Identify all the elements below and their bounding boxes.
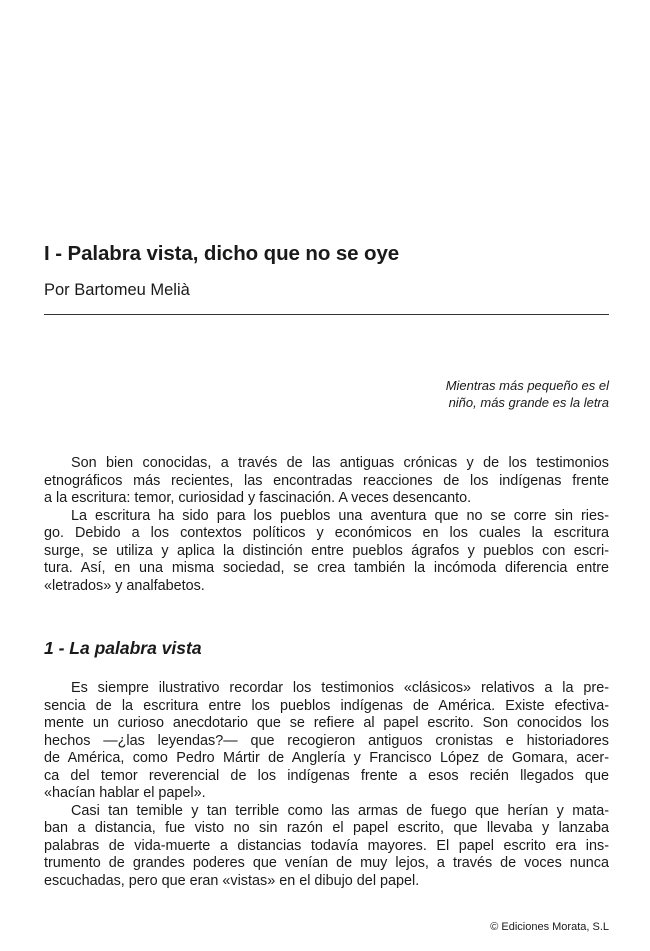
document-page bbox=[44, 0, 609, 951]
section-heading: 1 - La palabra vista bbox=[44, 638, 202, 658]
text-line: trumento de grandes poderes que venían de muy lejos, a través de voces nunca bbox=[44, 855, 609, 871]
text-line: «hacían hablar el papel». bbox=[44, 785, 206, 801]
text-line: Es siempre ilustrativo recordar los testimonios «clásicos» relativos a la pre- bbox=[71, 680, 609, 696]
intro-paragraph-2 bbox=[44, 508, 609, 596]
text-line: tura. Así, en una misma sociedad, se crea también la incómoda diferencia entre bbox=[44, 560, 609, 576]
epigraph-line: Mientras más pequeño es el bbox=[445, 378, 609, 393]
title-divider bbox=[44, 314, 609, 315]
text-line: ban a distancia, fue visto no sin razón el papel escrito, que llevaba y lanzaba bbox=[44, 820, 609, 836]
text-line: sencia de la escritura entre los pueblos indígenas de América. Existe efectiva- bbox=[44, 697, 609, 714]
chapter-author: Por Bartomeu Melià bbox=[44, 281, 190, 299]
text-line: etnográficos más recientes, las encontradas reacciones de los indígenas frente bbox=[44, 472, 609, 489]
text-line: de América, como Pedro Mártir de Anglería y Francisco López de Gomara, acer- bbox=[44, 750, 609, 766]
text-line: «letrados» y analfabetos. bbox=[44, 577, 205, 594]
section-text bbox=[44, 680, 609, 890]
text-line: Casi tan temible y tan terrible como las armas de fuego que herían y mata- bbox=[71, 802, 609, 819]
text-line: hechos —¿las leyendas?— que recogieron antiguos cronistas e historiadores bbox=[44, 732, 609, 749]
epigraph bbox=[349, 377, 609, 411]
text-line: mente un curioso anecdotario que se refiere al papel escrito. Son conocidos los bbox=[44, 715, 609, 731]
text-line: ca del temor reverencial de los indígenas frente a esos recién llegados que bbox=[44, 767, 609, 784]
chapter-title: I - Palabra vista, dicho que no se oye bbox=[44, 242, 400, 265]
text-line: Son bien conocidas, a través de las antiguas crónicas y de los testimonios bbox=[71, 455, 609, 471]
intro-text bbox=[44, 455, 609, 595]
text-line: palabras de vida-muerte a distancias todavía mayores. El papel escrito era ins- bbox=[44, 837, 609, 854]
copyright-footer: © Ediciones Morata, S.L bbox=[490, 921, 609, 933]
epigraph-line: niño, más grande es la letra bbox=[448, 395, 609, 410]
intro-paragraph-1 bbox=[44, 455, 609, 508]
text-line: go. Debido a los contextos políticos y económicos en los cuales la escritura bbox=[44, 525, 609, 541]
text-line: a la escritura: temor, curiosidad y fascinación. A veces desencanto. bbox=[44, 490, 472, 506]
text-line: escuchadas, pero que eran «vistas» en el dibujo del papel. bbox=[44, 872, 420, 889]
text-line: surge, se utiliza y aplica la distinción entre pueblos ágrafos y pueblos con escri- bbox=[44, 542, 609, 559]
text-line: La escritura ha sido para los pueblos una aventura que no se corre sin ries- bbox=[71, 507, 609, 524]
section-paragraph-1 bbox=[44, 680, 609, 803]
section-paragraph-2 bbox=[44, 803, 609, 891]
